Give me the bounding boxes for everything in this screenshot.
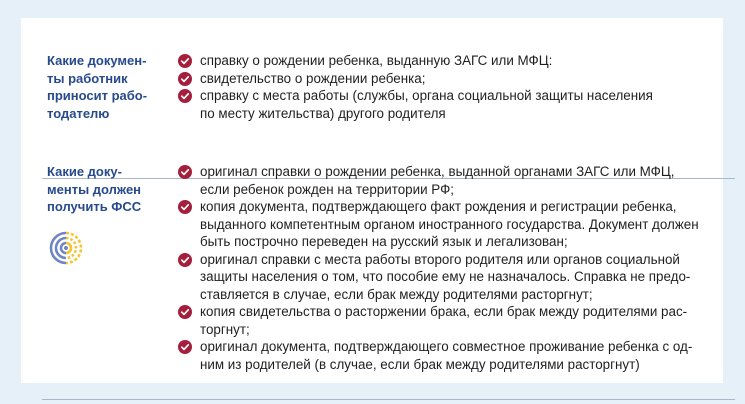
section-heading: Какие докумен- ты работник приносит рабо- тодателю <box>47 53 148 121</box>
list-item-text: справку с места работы (службы, органа социальной защиты населения по месту жительства) другого родителя <box>200 88 653 121</box>
check-circle-icon <box>178 340 192 354</box>
list-item-text: свидетельство о рождении ребенка; <box>200 70 426 86</box>
list-item-text: справку о рождении ребенка, выданную ЗАГС или МФЦ: <box>200 53 553 68</box>
list-item <box>178 251 718 304</box>
list-item-text: копия документа, подтверждающего факт рождения и регистрации ребенка, выданного компетентным органом иностранного государства. Документ должен быть построчно переведен на русский язык и легализован; <box>200 199 699 249</box>
list-item-text: копия свидетельства о расторжении брака, если брак между родителями рас- торгнут; <box>200 304 688 337</box>
check-circle-icon <box>178 89 192 103</box>
list-item <box>178 303 718 338</box>
section-heading: Какие доку- менты должен получить ФСС <box>47 164 142 214</box>
check-circle-icon <box>178 305 192 319</box>
list-item <box>178 70 718 88</box>
list-item-text: оригинал справки с места работы второго родителя или органов социальной защиты населения о том, что пособие ему не назначалось. Справка не предо- ставляется в случае, если брак между родителями расторгнут; <box>200 251 691 302</box>
list-item <box>178 338 718 373</box>
list-item <box>178 163 718 198</box>
list-item <box>178 87 718 122</box>
check-circle-icon <box>178 165 192 179</box>
check-circle-icon <box>178 200 192 214</box>
list-item <box>178 198 718 251</box>
list-item-text: оригинал документа, подтверждающего совместное проживание ребенка с од- ним из родителей (в случае, если брак между родителями расторгнут) <box>200 339 693 372</box>
check-circle-icon <box>178 54 192 68</box>
document-list <box>178 52 718 122</box>
list-item-text: оригинал справки о рождении ребенка, выданной органами ЗАГС или МФЦ, если ребенок рожден на территории РФ; <box>200 164 675 197</box>
check-circle-icon <box>178 72 192 86</box>
info-card <box>21 18 723 383</box>
list-item <box>178 52 718 70</box>
document-list <box>178 163 718 373</box>
check-circle-icon <box>178 253 192 267</box>
section-divider <box>42 399 735 400</box>
fss-logo-icon <box>47 229 85 267</box>
